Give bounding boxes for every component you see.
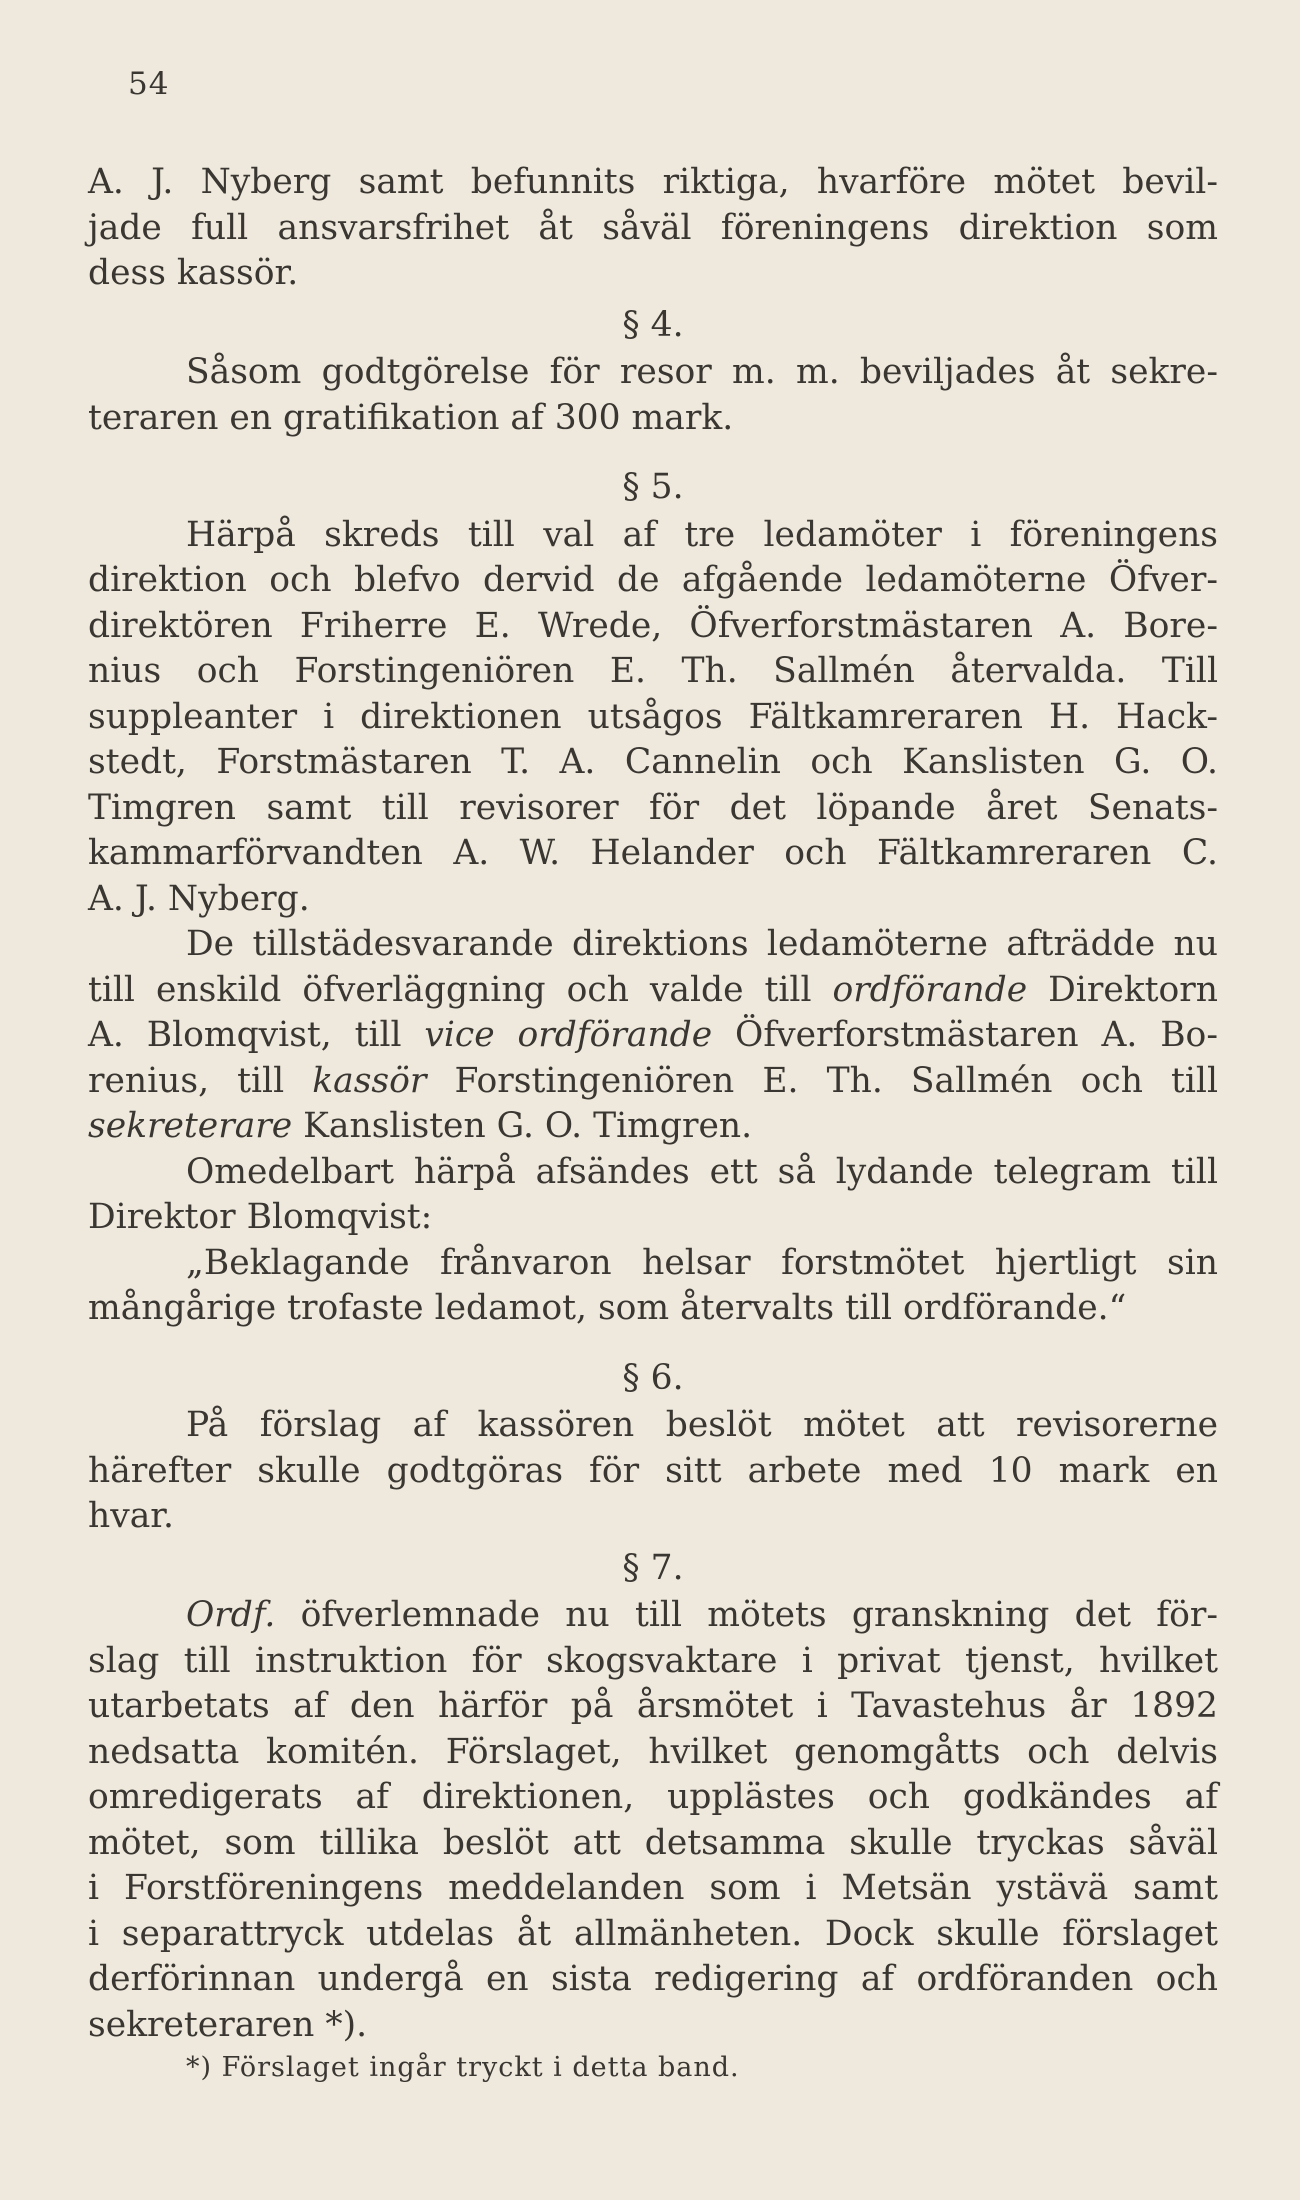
line-text: till enskild öfverläggning och valde till xyxy=(88,969,833,1010)
text-line xyxy=(88,1775,1218,1821)
text-line xyxy=(88,1639,1218,1685)
line-text: Omedelbart härpå afsändes ett så lydande telegram till xyxy=(186,1151,1218,1192)
text-line xyxy=(88,1912,1218,1958)
text-line xyxy=(88,831,1218,877)
line-text: i Forstföreningens meddelanden som i Metsän ystävä samt xyxy=(88,1868,1218,1908)
line-text: § 6. xyxy=(622,1357,684,1398)
text-line xyxy=(88,558,1218,604)
line-text: „Beklagande frånvaron helsar forstmötet hjertligt sin xyxy=(186,1242,1218,1283)
text-line xyxy=(88,1821,1218,1867)
line-text: hvar. xyxy=(88,1496,174,1536)
line-text: kammarförvandten A. W. Helander och Fältkamreraren C. xyxy=(88,833,1218,873)
line-text: Direktor Blomqvist: xyxy=(88,1197,433,1237)
text-line xyxy=(88,1013,1218,1059)
line-text: Härpå skreds till val af tre ledamöter i föreningens xyxy=(186,514,1218,555)
section-heading xyxy=(88,1546,1218,1592)
text-line xyxy=(88,877,1218,923)
italic-term: ordförande xyxy=(832,969,1028,1010)
italic-term: kassör xyxy=(312,1060,427,1101)
line-text: nius och Forstingeniören E. Th. Sallmén återvalda. Till xyxy=(88,651,1218,691)
text-line xyxy=(88,968,1218,1014)
section-gap xyxy=(88,1332,1218,1350)
line-text: stedt, Forstmästaren T. A. Cannelin och Kanslisten G. O. xyxy=(88,742,1218,782)
line-text: slag till instruktion för skogsvaktare i privat tjenst, hvilket xyxy=(88,1640,1218,1681)
italic-term: Ordf. xyxy=(186,1595,276,1635)
line-text: sekreteraren *). xyxy=(88,2004,368,2045)
line-text: suppleanter i direktionen utsågos Fältkamreraren H. Hack- xyxy=(88,696,1218,737)
line-text: § 7. xyxy=(622,1547,684,1588)
line-text: i separattryck utdelas åt allmänheten. Dock skulle förslaget xyxy=(88,1913,1218,1954)
line-text-continued: Forstingeniören E. Th. Sallmén och till xyxy=(426,1060,1218,1101)
line-text: dess kassör. xyxy=(88,253,299,293)
section-heading xyxy=(88,303,1218,349)
line-text: direktören Friherre E. Wrede, Öfverforstmästaren A. Bore- xyxy=(88,605,1218,646)
text-line xyxy=(88,1593,1218,1639)
italic-term: sekreterare xyxy=(88,1106,293,1146)
line-text: derförinnan undergå en sista redigering af ordföranden och xyxy=(88,1959,1218,1999)
text-line xyxy=(88,1150,1218,1196)
text-line xyxy=(88,206,1218,252)
italic-term: vice ordförande xyxy=(424,1015,713,1055)
line-text: nedsatta komitén. Förslaget, hvilket genomgåtts och delvis xyxy=(88,1731,1218,1772)
text-line xyxy=(88,1059,1218,1105)
line-text-continued: öfverlemnade nu till mötets granskning det för- xyxy=(275,1595,1218,1635)
text-line xyxy=(88,160,1218,206)
section-heading xyxy=(88,465,1218,511)
line-text: renius, till xyxy=(88,1060,313,1101)
line-text: teraren en gratifikation af 300 mark. xyxy=(88,397,734,438)
text-line xyxy=(88,604,1218,650)
text-line xyxy=(88,1957,1218,2003)
line-text: A. J. Nyberg samt befunnits riktiga, hvarföre mötet bevil- xyxy=(88,162,1218,202)
footnote: *) Förslaget ingår tryckt i detta band. xyxy=(186,2052,740,2083)
line-text: De tillstädesvarande direktions ledamöterne afträdde nu xyxy=(186,924,1218,964)
text-line xyxy=(88,1104,1218,1150)
text-line xyxy=(88,1866,1218,1912)
line-text: jade full ansvarsfrihet åt såväl föreningens direktion som xyxy=(88,207,1218,248)
line-text: § 5. xyxy=(622,467,684,507)
line-text: Såsom godtgörelse för resor m. m. beviljades åt sekre- xyxy=(186,352,1218,392)
text-line xyxy=(88,1195,1218,1241)
text-line xyxy=(88,1494,1218,1540)
line-text-continued: Öfverforstmästaren A. Bo- xyxy=(712,1015,1218,1055)
text-line xyxy=(88,251,1218,297)
text-line xyxy=(88,1403,1218,1449)
page-number: 54 xyxy=(128,66,170,102)
text-line xyxy=(88,513,1218,559)
text-line xyxy=(88,740,1218,786)
text-line xyxy=(88,350,1218,396)
line-text: mångårige trofaste ledamot, som återvalts till ordförande.“ xyxy=(88,1288,1127,1328)
line-text: Timgren samt till revisorer för det löpande året Senats- xyxy=(88,787,1218,828)
text-line xyxy=(88,786,1218,832)
line-text-continued: Kanslisten G. O. Timgren. xyxy=(292,1106,753,1146)
line-text: På förslag af kassören beslöt mötet att revisorerne xyxy=(186,1405,1218,1445)
line-text: omredigerats af direktionen, upplästes och godkändes af xyxy=(88,1777,1218,1817)
section-heading xyxy=(88,1356,1218,1402)
body-text xyxy=(88,160,1218,2048)
text-line xyxy=(88,1241,1218,1287)
section-gap xyxy=(88,441,1218,459)
text-line xyxy=(88,695,1218,741)
text-line xyxy=(88,1684,1218,1730)
text-line xyxy=(88,1449,1218,1495)
text-line xyxy=(88,922,1218,968)
line-text: A. J. Nyberg. xyxy=(88,878,310,919)
line-text: A. Blomqvist, till xyxy=(88,1015,425,1055)
text-line xyxy=(88,649,1218,695)
line-text-continued: Direktorn xyxy=(1027,969,1218,1010)
line-text: mötet, som tillika beslöt att detsamma skulle tryckas såväl xyxy=(88,1822,1218,1863)
text-line xyxy=(88,1730,1218,1776)
text-line xyxy=(88,1286,1218,1332)
text-line xyxy=(88,396,1218,442)
line-text: utarbetats af den härför på årsmötet i Tavastehus år 1892 xyxy=(88,1686,1218,1726)
line-text: direktion och blefvo dervid de afgående ledamöterne Öfver- xyxy=(88,560,1218,600)
line-text: § 4. xyxy=(622,304,684,345)
line-text: härefter skulle godtgöras för sitt arbete med 10 mark en xyxy=(88,1450,1218,1491)
text-line xyxy=(88,2003,1218,2049)
